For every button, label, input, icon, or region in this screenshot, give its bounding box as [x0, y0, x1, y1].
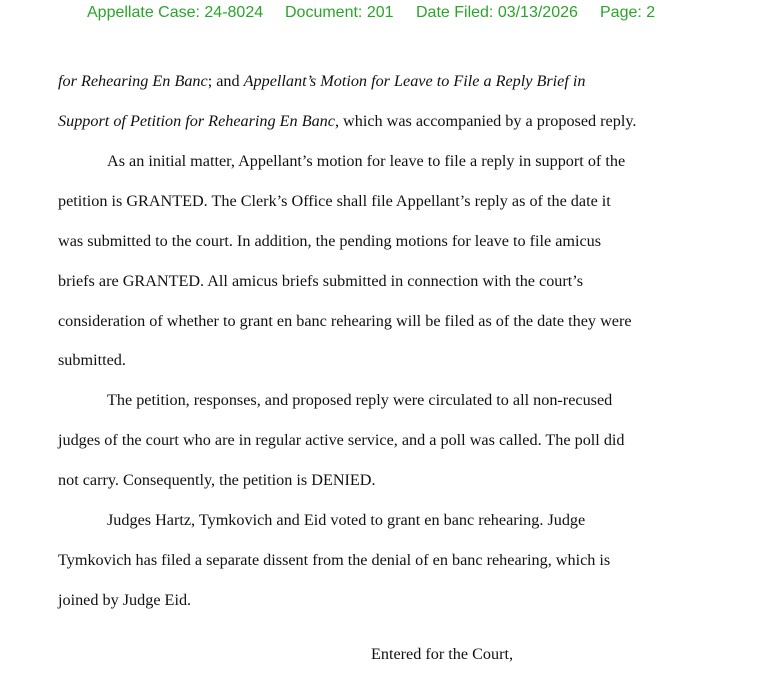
case-number: Appellate Case: 24-8024 — [87, 4, 264, 21]
text-line: The petition, responses, and proposed reply were circulated to all non-recused — [107, 391, 613, 409]
text-line: submitted. — [58, 351, 126, 369]
motion-title: for Rehearing En Banc — [58, 72, 208, 90]
text-line — [58, 71, 586, 91]
text-run: , which was accompanied by a proposed reply. — [334, 112, 637, 130]
page-number: Page: 2 — [600, 4, 656, 21]
text-line — [58, 111, 636, 131]
text-run: ; and — [207, 72, 244, 90]
text-line: briefs are GRANTED. All amicus briefs submitted in connection with the court’s — [58, 272, 584, 290]
text-line: not carry. Consequently, the petition is DENIED. — [58, 471, 376, 489]
text-line: Judges Hartz, Tymkovich and Eid voted to grant en banc rehearing. Judge — [107, 511, 586, 529]
closing-signature: Entered for the Court, — [371, 645, 514, 663]
motion-title: Appellant’s Motion for Leave to File a Reply Brief in — [243, 72, 586, 90]
document-number: Document: 201 — [285, 4, 394, 21]
text-line: joined by Judge Eid. — [58, 591, 192, 609]
text-line: petition is GRANTED. The Clerk’s Office shall file Appellant’s reply as of the date it — [58, 192, 611, 210]
text-line: As an initial matter, Appellant’s motion for leave to file a reply in support of the — [107, 152, 626, 170]
text-line: judges of the court who are in regular active service, and a poll was called. The poll did — [58, 431, 625, 449]
text-line: consideration of whether to grant en banc rehearing will be filed as of the date they were — [58, 312, 632, 330]
text-line: Tymkovich has filed a separate dissent from the denial of en banc rehearing, which is — [58, 551, 611, 569]
text-line: was submitted to the court. In addition, the pending motions for leave to file amicus — [58, 232, 602, 250]
date-filed: Date Filed: 03/13/2026 — [416, 4, 578, 21]
motion-title: Support of Petition for Rehearing En Banc — [58, 112, 335, 130]
